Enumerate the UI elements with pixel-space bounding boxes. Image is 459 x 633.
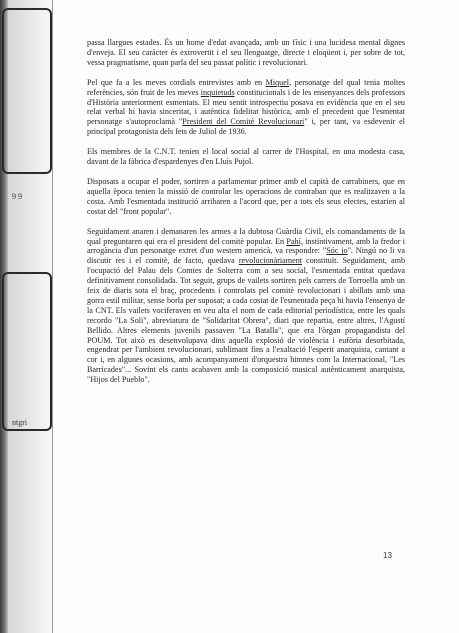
underlined-phrase: President del Comitè Revolucionari [182,117,305,127]
underlined-phrase: Pahí, [286,236,303,246]
body-text [87,38,405,395]
underlined-phrase: Sóc jo [326,246,348,256]
margin-fragment-1: 9 9 [12,192,22,201]
paragraph [87,177,405,217]
text-run: constituït. Seguidament, amb l'ocupació del Palau dels Comtes de Solterra com a seu social, l'esmentada entitat quedava definitivament consolidada. Tot seguit, grups de vailets sortiren pels carrers de Torroella amb un feix de diaris sota el braç, procedents i controlats pel comitè revolucionari i abillats amb una gorra estil militar, sense borla per suposat; a cada costat de l'esmentada peça hi havia l'ensenya de la CNT. Els vailets vociferaven en veu alta el nom de cada editorial periodística, entre les quals recordo "La Soli", abreviatura de "Solidaritat Obrera", diari que repartia, entre altres, l'Agustí Bellido. Altres elements juvenils passaven "La Batalla", que era l'òrgan propagandista del POUM. Tot això es desenvolupava dins aquella explosió de violència i eufòria desorbitada, engendrat per l'ambient revolucionari, sublimant fins a l'exaltació l'esperit anarquista, cantant a cor i, en algunes ocasions, amb acompanyament d'orquestra himnes com la Internacional, "Les Barricades"... Sovint els cants acabaven amb la composició musical autènticament anarquista, "Hijos del Pueblo". [87,256,406,385]
text-run: passa llargues estades. És un home d'edat avançada, amb un físic i una lucidesa mental dignes d'enveja. El seu caràcter és extrovertit i el seu llenguatge, directe i eloqüent i, per sobre de tot, vessa pragmatisme, quan parla del seu passat polític i revolucionari. [87,38,405,67]
text-run: " i, per tant, va esdevenir el principal protagonista dels fets de Juliol de 1936. [87,117,405,137]
margin-fragment-2: ntgri [12,418,28,427]
page-number: 13 [383,551,392,560]
previous-page-frame-top [2,8,52,174]
underlined-phrase: revolucionàriament [238,256,303,266]
underlined-phrase: inquietuds [200,87,235,97]
underlined-phrase: Miquel [265,77,290,87]
text-run: Pel que fa a les meves cordials entrevistes amb en [87,77,266,87]
paragraph [87,227,405,386]
previous-page-frame-bottom [2,272,52,431]
previous-page-edge [8,0,53,633]
book-page [55,0,459,633]
text-run: Seguidament anaren i demanaren les armes a la dubtosa Guàrdia Civil, els comandaments de la qual preguntaren qui era el president del comitè popular. En [87,226,405,246]
text-run: constitucionals i de les ensenyances dels professors d'Història anteriorment esmentats. El meu sentit introspectiu posava en evidència que en el seu relat verbal hi havia sinceritat, i autèntica fidelitat històrica, amb el precedent que l'esmentat personatge s'autoproclamà " [87,87,405,127]
text-run: Disposats a ocupar el poder, sortiren a parlamentar primer amb el capità de carrabiners, que en aquella època tenien la missió de controlar les operacions de contraban que es realitzaven a la costa. Amb l'esmentada institució arribaren a l'acord que, per a tots els seus efectes, estarien al costat del "front popular". [87,176,405,216]
paragraph [87,147,405,167]
paragraph [87,78,405,137]
text-run: ". Ningú no li va discutir res i el comitè, de facto, quedava [87,246,405,266]
text-run: instintivament, amb la fredor i arrogància d'un personatge extret d'un western americà, va respondre: " [87,236,405,256]
paragraph [87,38,405,68]
text-run: Els membres de la C.N.T. tenien el local social al carrer de l'Hospital, en una modesta casa, davant de la fàbrica d'espardenyes d'en Lluís Pujol. [87,147,405,167]
text-run: , personatge del qual tenia moltes referències, són fruit de les meves [87,77,405,97]
